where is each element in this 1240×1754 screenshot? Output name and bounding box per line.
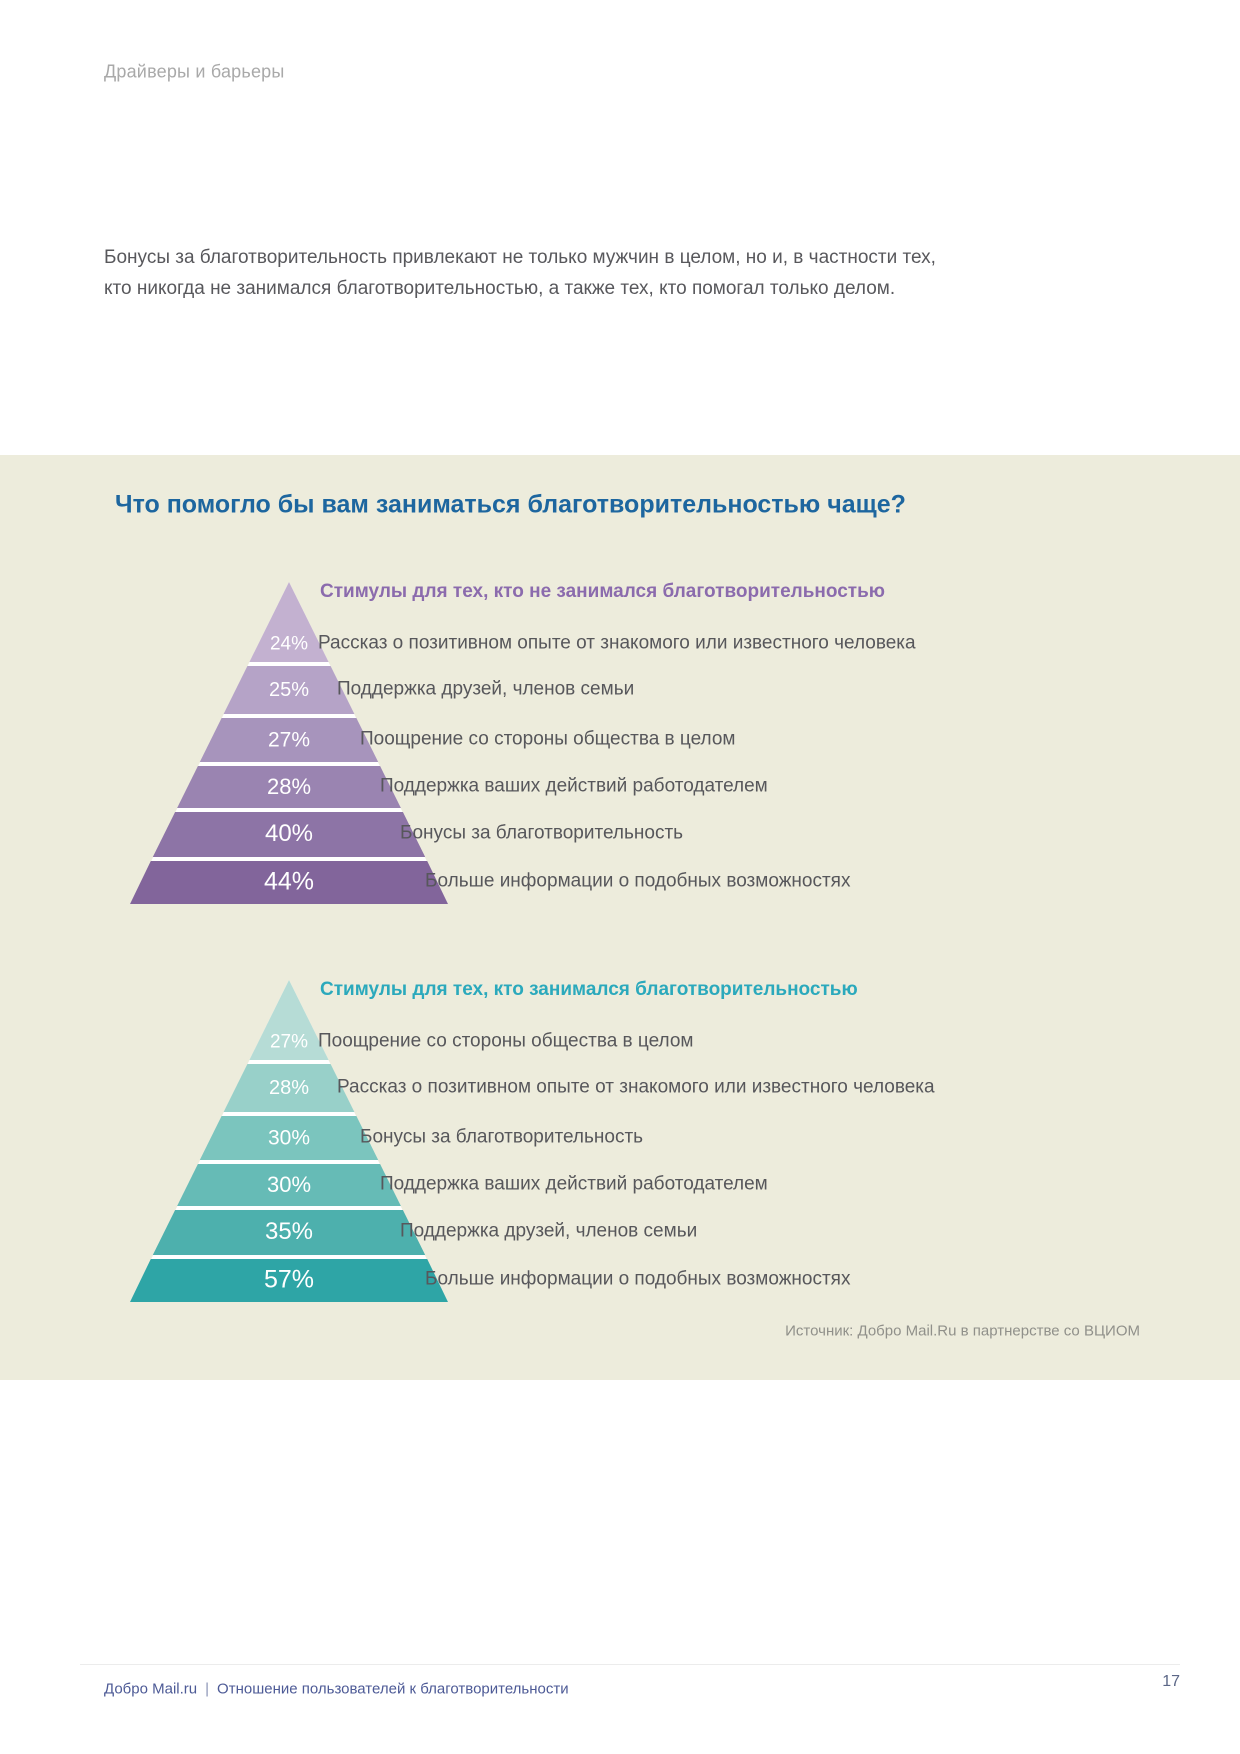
segment-value-label: 44% <box>263 867 315 896</box>
segment-value-label: 57% <box>263 1265 315 1294</box>
segment-category-label: Поддержка друзей, членов семьи <box>337 678 635 700</box>
page-eyebrow: Драйверы и барьеры <box>104 61 285 82</box>
segment-value-label: 25% <box>268 679 310 701</box>
segment-value-label: 30% <box>267 1126 311 1150</box>
segment-category-label: Поддержка друзей, членов семьи <box>400 1220 698 1242</box>
footer-divider <box>80 1664 1180 1665</box>
segment-category-label: Поощрение со стороны общества в целом <box>318 1030 694 1052</box>
segment-category-label: Бонусы за благотворительность <box>360 1126 644 1148</box>
segment-value-label: 30% <box>266 1172 312 1197</box>
segment-category-label: Поддержка ваших действий работодателем <box>380 1173 768 1195</box>
segment-category-label: Рассказ о позитивном опыте от знакомого или известного человека <box>318 632 916 654</box>
segment-value-label: 24% <box>269 633 309 655</box>
segment-category-label: Больше информации о подобных возможностях <box>425 1268 851 1290</box>
segment-value-label: 28% <box>266 774 312 799</box>
segment-category-label: Бонусы за благотворительность <box>400 822 684 844</box>
segment-category-label: Поощрение со стороны общества в целом <box>360 728 736 750</box>
segment-value-label: 27% <box>267 728 311 752</box>
segment-value-label: 28% <box>268 1077 310 1099</box>
segment-category-label: Поддержка ваших действий работодателем <box>380 775 768 797</box>
source-note: Источник: Добро Mail.Ru в партнерстве со ВЦИОМ <box>785 1322 1140 1340</box>
pyramid1-title: Стимулы для тех, кто не занимался благотворительностью <box>320 581 886 602</box>
segment-value-label: 27% <box>269 1031 309 1053</box>
pyramid2-title: Стимулы для тех, кто занимался благотворительностью <box>320 979 858 1000</box>
segment-value-label: 35% <box>264 1218 314 1245</box>
segment-value-label: 40% <box>264 820 314 847</box>
page-number: 17 <box>1162 1673 1180 1690</box>
segment-category-label: Больше информации о подобных возможностях <box>425 870 851 892</box>
footer <box>104 1681 569 1698</box>
segment-category-label: Рассказ о позитивном опыте от знакомого или известного человека <box>337 1076 935 1098</box>
intro-paragraph: Бонусы за благотворительность привлекают не только мужчин в целом, но и, в частности тех, кто никогда не занимался благотворительностью, а также тех, кто помогал только делом. <box>104 247 936 299</box>
footer-separator: | <box>205 1680 210 1698</box>
section-title: Что помогло бы вам заниматься благотворительностью чаще? <box>115 490 906 519</box>
footer-doc-title: Отношение пользователей к благотворительности <box>217 1680 569 1698</box>
footer-brand: Добро Mail.ru <box>104 1680 198 1698</box>
